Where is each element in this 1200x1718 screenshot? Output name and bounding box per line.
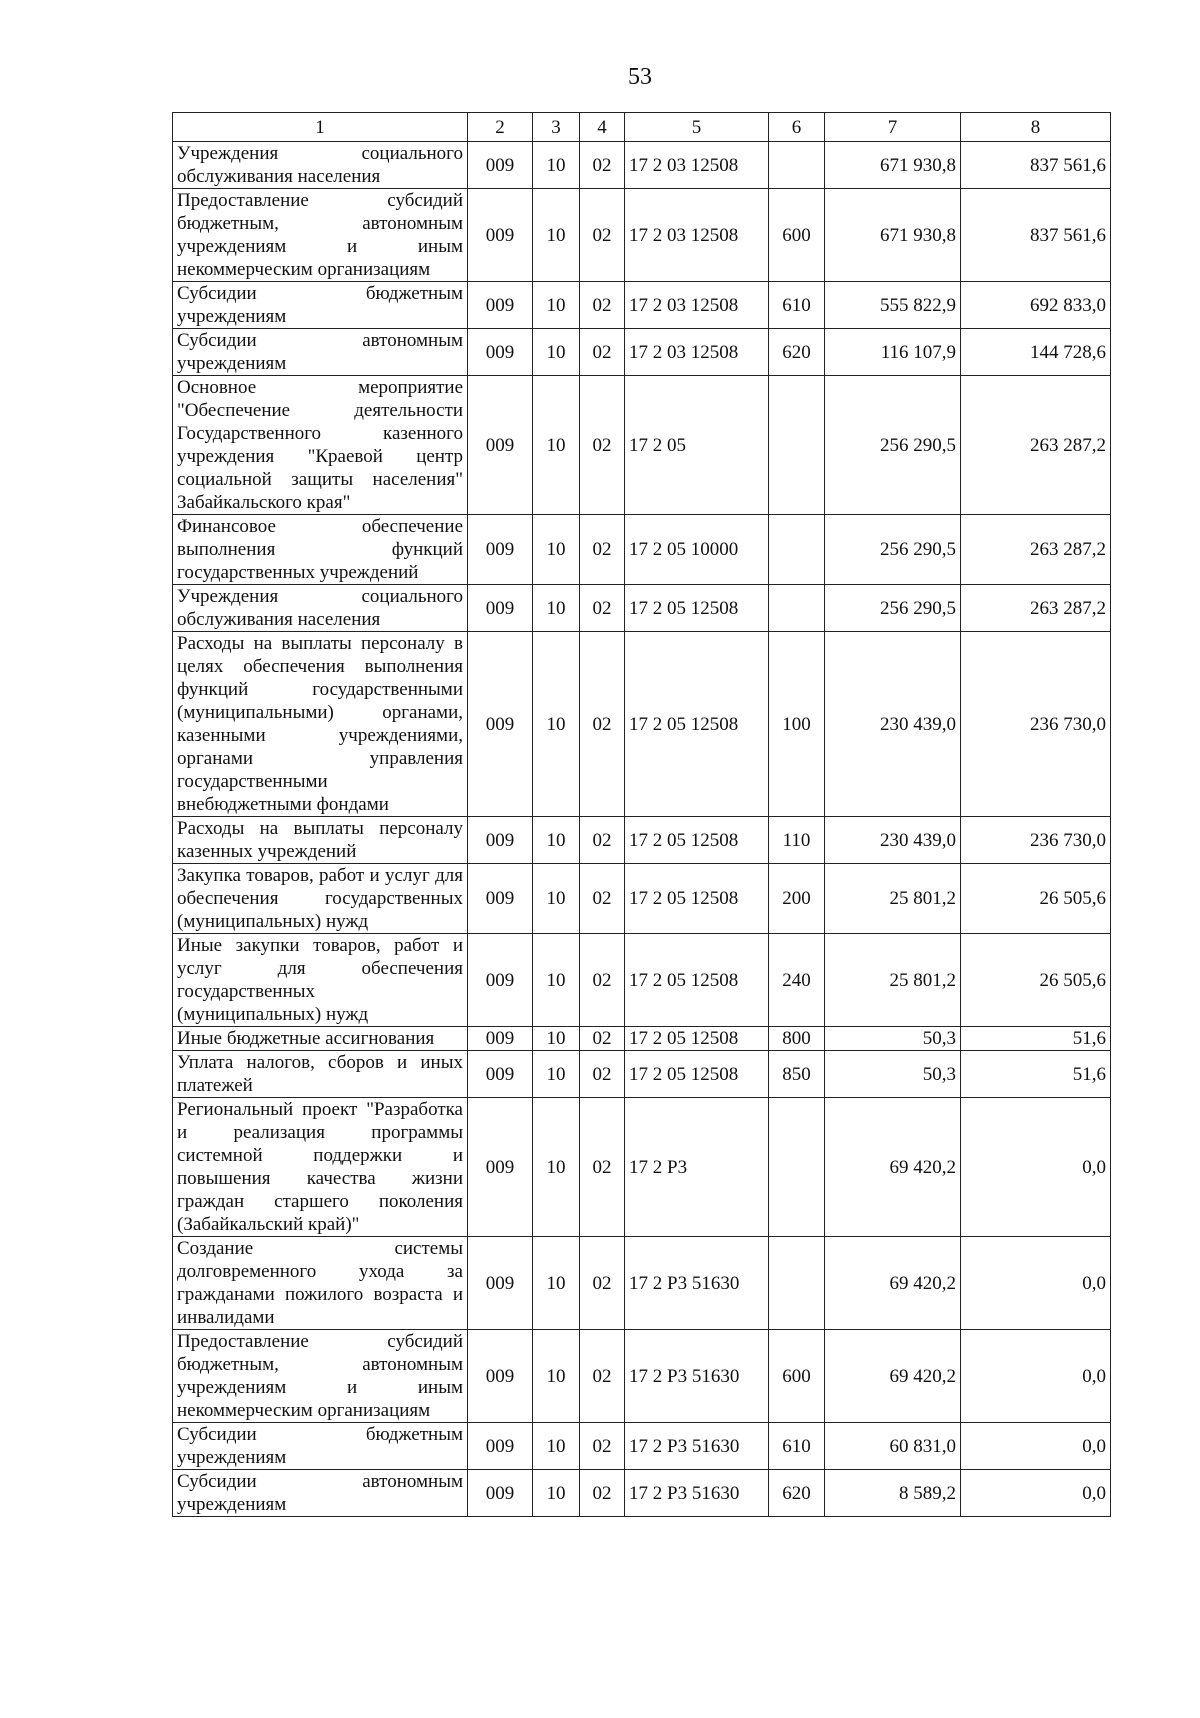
section-cell: 10: [533, 1330, 580, 1423]
amount-cell-col7: 671 930,8: [825, 142, 961, 189]
amount-cell-col8: 26 505,6: [961, 934, 1111, 1027]
row-name-cell: Иные закупки товаров, работ и услуг для обеспечения государственных (муниципальных) нужд: [173, 934, 468, 1027]
expense-type-cell: 800: [769, 1027, 825, 1051]
amount-cell-col7: 50,3: [825, 1027, 961, 1051]
row-name-cell: Уплата налогов, сборов и иных платежей: [173, 1051, 468, 1098]
section-cell: 10: [533, 329, 580, 376]
target-article-cell: 17 2 05 12508: [625, 817, 769, 864]
section-cell: 10: [533, 632, 580, 817]
section-cell: 10: [533, 934, 580, 1027]
row-name-cell: Предоставление субсидий бюджетным, автономным учреждениям и иным некоммерческим организациям: [173, 1330, 468, 1423]
subsection-cell: 02: [580, 515, 625, 585]
subsection-cell: 02: [580, 632, 625, 817]
expense-type-cell: 600: [769, 1330, 825, 1423]
table-row: [173, 1237, 1111, 1330]
amount-cell-col8: 263 287,2: [961, 376, 1111, 515]
section-cell: 10: [533, 376, 580, 515]
target-article-cell: 17 2 P3 51630: [625, 1423, 769, 1470]
code-cell: 009: [468, 632, 533, 817]
target-article-cell: 17 2 05 12508: [625, 934, 769, 1027]
target-article-cell: 17 2 P3 51630: [625, 1470, 769, 1517]
expense-type-cell: 620: [769, 329, 825, 376]
code-cell: 009: [468, 282, 533, 329]
section-cell: 10: [533, 282, 580, 329]
subsection-cell: 02: [580, 329, 625, 376]
amount-cell-col8: 51,6: [961, 1027, 1111, 1051]
section-cell: 10: [533, 189, 580, 282]
subsection-cell: 02: [580, 1051, 625, 1098]
expense-type-cell: 600: [769, 189, 825, 282]
code-cell: 009: [468, 376, 533, 515]
section-cell: 10: [533, 1470, 580, 1517]
row-name-cell: Основное мероприятие "Обеспечение деятельности Государственного казенного учреждения "Краевой центр социальной защиты населения" Забайкальского края": [173, 376, 468, 515]
row-name-cell: Предоставление субсидий бюджетным, автономным учреждениям и иным некоммерческим организациям: [173, 189, 468, 282]
target-article-cell: 17 2 05 12508: [625, 1051, 769, 1098]
code-cell: 009: [468, 515, 533, 585]
table-row: [173, 282, 1111, 329]
expense-type-cell: 100: [769, 632, 825, 817]
subsection-cell: 02: [580, 1098, 625, 1237]
table-body: [173, 142, 1111, 1517]
amount-cell-col8: 0,0: [961, 1423, 1111, 1470]
expense-type-cell: 200: [769, 864, 825, 934]
target-article-cell: 17 2 05 12508: [625, 864, 769, 934]
amount-cell-col7: 555 822,9: [825, 282, 961, 329]
column-header: 5: [625, 113, 769, 142]
target-article-cell: 17 2 05: [625, 376, 769, 515]
row-name-cell: Расходы на выплаты персоналу казенных учреждений: [173, 817, 468, 864]
section-cell: 10: [533, 1027, 580, 1051]
subsection-cell: 02: [580, 1237, 625, 1330]
header-row: [173, 113, 1111, 142]
section-cell: 10: [533, 1051, 580, 1098]
target-article-cell: 17 2 05 12508: [625, 632, 769, 817]
amount-cell-col8: 236 730,0: [961, 632, 1111, 817]
code-cell: 009: [468, 189, 533, 282]
expense-type-cell: [769, 376, 825, 515]
subsection-cell: 02: [580, 1330, 625, 1423]
amount-cell-col7: 69 420,2: [825, 1330, 961, 1423]
table-row: [173, 1423, 1111, 1470]
target-article-cell: 17 2 05 12508: [625, 1027, 769, 1051]
code-cell: 009: [468, 585, 533, 632]
expense-type-cell: [769, 585, 825, 632]
amount-cell-col7: 230 439,0: [825, 817, 961, 864]
amount-cell-col7: 25 801,2: [825, 934, 961, 1027]
expense-type-cell: [769, 1098, 825, 1237]
row-name-cell: Иные бюджетные ассигнования: [173, 1027, 468, 1051]
target-article-cell: 17 2 03 12508: [625, 189, 769, 282]
table-row: [173, 1330, 1111, 1423]
column-header: 2: [468, 113, 533, 142]
amount-cell-col8: 0,0: [961, 1470, 1111, 1517]
amount-cell-col7: 116 107,9: [825, 329, 961, 376]
row-name-cell: Субсидии автономным учреждениям: [173, 329, 468, 376]
table-row: [173, 329, 1111, 376]
target-article-cell: 17 2 P3: [625, 1098, 769, 1237]
amount-cell-col8: 837 561,6: [961, 189, 1111, 282]
subsection-cell: 02: [580, 1470, 625, 1517]
section-cell: 10: [533, 1423, 580, 1470]
amount-cell-col8: 144 728,6: [961, 329, 1111, 376]
section-cell: 10: [533, 1237, 580, 1330]
amount-cell-col8: 0,0: [961, 1237, 1111, 1330]
code-cell: 009: [468, 817, 533, 864]
subsection-cell: 02: [580, 817, 625, 864]
subsection-cell: 02: [580, 1027, 625, 1051]
column-header: 1: [173, 113, 468, 142]
code-cell: 009: [468, 1470, 533, 1517]
table-row: [173, 376, 1111, 515]
amount-cell-col8: 0,0: [961, 1098, 1111, 1237]
amount-cell-col8: 26 505,6: [961, 864, 1111, 934]
row-name-cell: Учреждения социального обслуживания населения: [173, 585, 468, 632]
target-article-cell: 17 2 05 12508: [625, 585, 769, 632]
amount-cell-col7: 256 290,5: [825, 515, 961, 585]
code-cell: 009: [468, 1423, 533, 1470]
table-row: [173, 934, 1111, 1027]
expense-type-cell: 610: [769, 1423, 825, 1470]
subsection-cell: 02: [580, 142, 625, 189]
section-cell: 10: [533, 585, 580, 632]
target-article-cell: 17 2 P3 51630: [625, 1330, 769, 1423]
section-cell: 10: [533, 1098, 580, 1237]
row-name-cell: Субсидии бюджетным учреждениям: [173, 1423, 468, 1470]
expense-type-cell: [769, 142, 825, 189]
amount-cell-col8: 236 730,0: [961, 817, 1111, 864]
expense-type-cell: 240: [769, 934, 825, 1027]
amount-cell-col8: 0,0: [961, 1330, 1111, 1423]
amount-cell-col7: 69 420,2: [825, 1098, 961, 1237]
amount-cell-col7: 60 831,0: [825, 1423, 961, 1470]
row-name-cell: Закупка товаров, работ и услуг для обеспечения государственных (муниципальных) нужд: [173, 864, 468, 934]
table-row: [173, 632, 1111, 817]
target-article-cell: 17 2 P3 51630: [625, 1237, 769, 1330]
table-row: [173, 1470, 1111, 1517]
amount-cell-col8: 263 287,2: [961, 585, 1111, 632]
subsection-cell: 02: [580, 189, 625, 282]
section-cell: 10: [533, 142, 580, 189]
code-cell: 009: [468, 1051, 533, 1098]
subsection-cell: 02: [580, 376, 625, 515]
amount-cell-col7: 671 930,8: [825, 189, 961, 282]
expense-type-cell: 850: [769, 1051, 825, 1098]
row-name-cell: Учреждения социального обслуживания населения: [173, 142, 468, 189]
row-name-cell: Финансовое обеспечение выполнения функций государственных учреждений: [173, 515, 468, 585]
section-cell: 10: [533, 817, 580, 864]
budget-table: [172, 112, 1111, 1517]
code-cell: 009: [468, 934, 533, 1027]
amount-cell-col7: 50,3: [825, 1051, 961, 1098]
table-row: [173, 1051, 1111, 1098]
code-cell: 009: [468, 1098, 533, 1237]
amount-cell-col8: 692 833,0: [961, 282, 1111, 329]
amount-cell-col7: 256 290,5: [825, 585, 961, 632]
amount-cell-col8: 837 561,6: [961, 142, 1111, 189]
table-row: [173, 864, 1111, 934]
row-name-cell: Субсидии автономным учреждениям: [173, 1470, 468, 1517]
amount-cell-col7: 230 439,0: [825, 632, 961, 817]
target-article-cell: 17 2 03 12508: [625, 142, 769, 189]
target-article-cell: 17 2 03 12508: [625, 329, 769, 376]
row-name-cell: Субсидии бюджетным учреждениям: [173, 282, 468, 329]
row-name-cell: Региональный проект "Разработка и реализация программы системной поддержки и повышения качества жизни граждан старшего поколения (Забайкальский край)": [173, 1098, 468, 1237]
row-name-cell: Создание системы долговременного ухода за гражданами пожилого возраста и инвалидами: [173, 1237, 468, 1330]
table-row: [173, 515, 1111, 585]
expense-type-cell: 610: [769, 282, 825, 329]
amount-cell-col7: 69 420,2: [825, 1237, 961, 1330]
amount-cell-col8: 51,6: [961, 1051, 1111, 1098]
table-row: [173, 1027, 1111, 1051]
expense-type-cell: 110: [769, 817, 825, 864]
table-row: [173, 1098, 1111, 1237]
subsection-cell: 02: [580, 1423, 625, 1470]
column-header: 7: [825, 113, 961, 142]
expense-type-cell: 620: [769, 1470, 825, 1517]
subsection-cell: 02: [580, 934, 625, 1027]
target-article-cell: 17 2 05 10000: [625, 515, 769, 585]
code-cell: 009: [468, 142, 533, 189]
table-row: [173, 585, 1111, 632]
amount-cell-col7: 256 290,5: [825, 376, 961, 515]
row-name-cell: Расходы на выплаты персоналу в целях обеспечения выполнения функций государственными (муниципальными) органами, казенными учреждениями, органами управления государственными внебюджетными фондами: [173, 632, 468, 817]
column-header: 8: [961, 113, 1111, 142]
column-header: 6: [769, 113, 825, 142]
code-cell: 009: [468, 1027, 533, 1051]
amount-cell-col7: 8 589,2: [825, 1470, 961, 1517]
section-cell: 10: [533, 864, 580, 934]
page-number: 53: [628, 64, 652, 90]
amount-cell-col8: 263 287,2: [961, 515, 1111, 585]
table-row: [173, 189, 1111, 282]
column-header: 4: [580, 113, 625, 142]
table-row: [173, 817, 1111, 864]
code-cell: 009: [468, 864, 533, 934]
code-cell: 009: [468, 1330, 533, 1423]
amount-cell-col7: 25 801,2: [825, 864, 961, 934]
target-article-cell: 17 2 03 12508: [625, 282, 769, 329]
expense-type-cell: [769, 1237, 825, 1330]
subsection-cell: 02: [580, 864, 625, 934]
column-header: 3: [533, 113, 580, 142]
code-cell: 009: [468, 329, 533, 376]
table-row: [173, 142, 1111, 189]
subsection-cell: 02: [580, 585, 625, 632]
code-cell: 009: [468, 1237, 533, 1330]
expense-type-cell: [769, 515, 825, 585]
section-cell: 10: [533, 515, 580, 585]
subsection-cell: 02: [580, 282, 625, 329]
